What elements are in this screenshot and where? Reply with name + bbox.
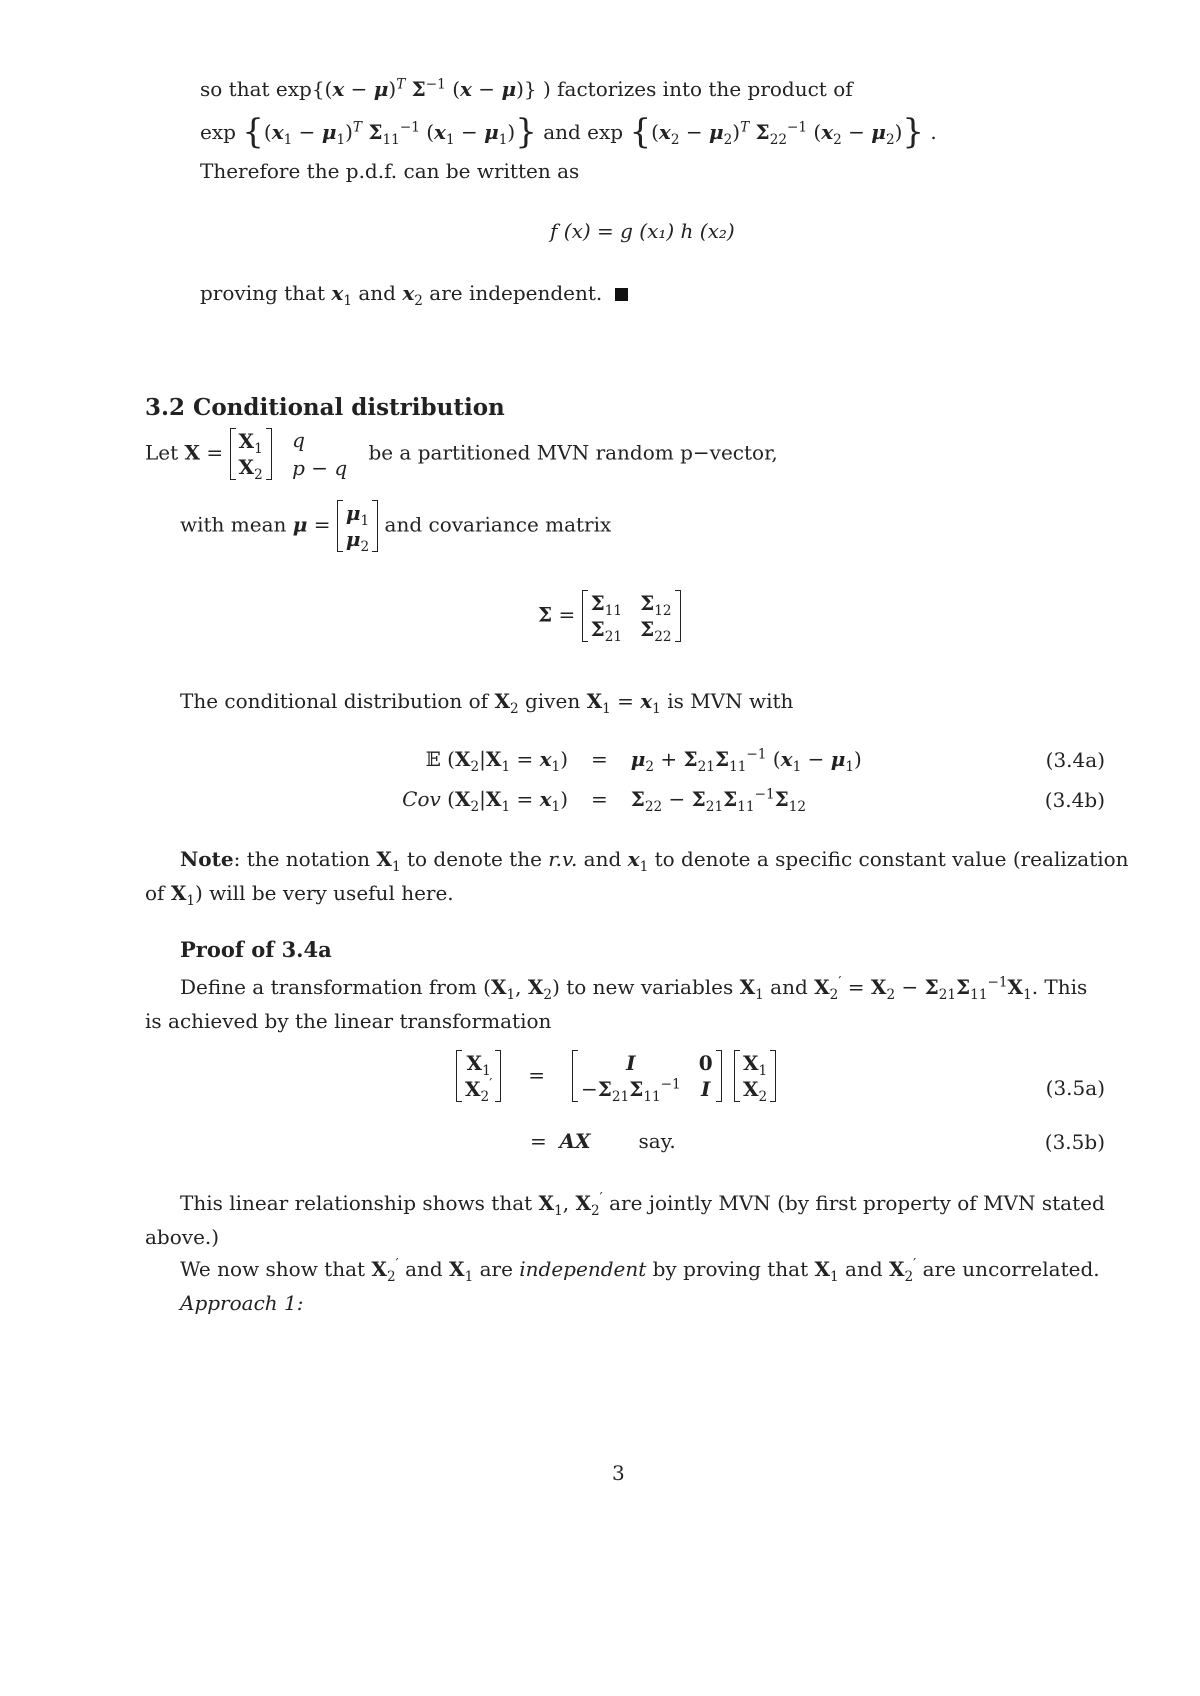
proof-text: independent bbox=[519, 1257, 647, 1281]
intro-text: proving that bbox=[200, 281, 326, 305]
intro-text: and exp bbox=[543, 119, 624, 144]
dim-q: q bbox=[292, 428, 305, 452]
mean-vector-matrix: $\mu_1$ $\mu_2$ bbox=[337, 500, 378, 552]
intro-text: ) factorizes into the product of bbox=[542, 77, 853, 101]
proof-heading: Proof of 3.4a bbox=[180, 937, 332, 962]
note-text: and bbox=[583, 847, 622, 871]
proof-text: and bbox=[770, 975, 808, 999]
original-vector: $X_1$ $X_2$ bbox=[734, 1050, 776, 1102]
proof-line-3: This linear relationship shows that $X_1$, $X_2'$ are jointly MVN (by first property of MVN stated bbox=[180, 1190, 1105, 1219]
intro-text: so that exp{( bbox=[200, 77, 333, 101]
proof-line-2: is achieved by the linear transformation bbox=[145, 1009, 552, 1033]
equation-number-3-5b: (3.5b) bbox=[1044, 1130, 1105, 1154]
intro-line-2: $\exp \{(x_1 - \mu_1)^T$ $\Sigma_{11}^{-1}$ $(x_1 - \mu_1)$} and $\exp \{(x_2 - \mu_2)^T$ $\Sigma_{22}^{-1}$ $(x_2 - \mu_2)$} . bbox=[200, 112, 937, 152]
intro-text: and bbox=[358, 281, 396, 305]
approach-label: Approach 1: bbox=[180, 1291, 304, 1315]
proof-text: are uncorrelated. bbox=[922, 1257, 1100, 1281]
mean-definition: with mean μ = $\mu_1$ $\mu_2$ and covariance matrix bbox=[180, 501, 612, 555]
proof-text: are jointly MVN (by first property of MVN stated bbox=[609, 1191, 1105, 1215]
note-label: Note bbox=[180, 847, 234, 871]
equation-3-5a: $X_1$ $X_2'$ = I 0 $-\Sigma_{21}\Sigma_{11}^{-1}$ I $X_1$ $X_2$ bbox=[456, 1050, 776, 1102]
intro-text: are independent. bbox=[429, 281, 603, 305]
equation-3-5b: = AX say. bbox=[530, 1129, 676, 1153]
equation-number-3-4b: (3.4b) bbox=[1044, 788, 1105, 812]
cond-text: The conditional distribution of bbox=[180, 689, 489, 713]
qed-square-icon bbox=[615, 288, 628, 301]
note-text: : the notation bbox=[233, 847, 371, 871]
proof-text: are bbox=[479, 1257, 513, 1281]
proof-text: . This bbox=[1031, 975, 1088, 999]
proof-text: and bbox=[845, 1257, 883, 1281]
partition-vector-matrix: $X_1$ $X_2$ bbox=[230, 428, 272, 480]
note-text: ) will be very useful here. bbox=[195, 881, 454, 905]
intro-line-4: proving that $x_1$ and $x_2$ are independent. bbox=[200, 282, 628, 304]
note-text: of bbox=[145, 881, 165, 905]
partition-definition: Let X = $X_1$ $X_2$ q p − q be a partitioned MVN random p−vector, bbox=[145, 428, 778, 483]
proof-text: We now show that bbox=[180, 1257, 366, 1281]
proof-text: and bbox=[405, 1257, 443, 1281]
proof-text: This linear relationship shows that bbox=[180, 1191, 533, 1215]
conditional-intro: The conditional distribution of $X_2$ given $X_1 = x_1$ is MVN with bbox=[180, 689, 794, 717]
note-text: to denote a specific constant value (realization bbox=[654, 847, 1129, 871]
equation-3-4a: 𝔼 $(X_2|X_1 = x_1) = \mu_2 + \Sigma_{21}\Sigma_{11}^{-1}$ $(x_1 - \mu_1)$ bbox=[425, 746, 862, 775]
proof-line-5: We now show that $X_2'$ and $X_1$ are independent by proving that $X_1$ and $X_2'$ are uncorrelated. bbox=[180, 1256, 1100, 1285]
note-text: r.v. bbox=[548, 847, 578, 871]
cov-text: and covariance matrix bbox=[384, 512, 612, 537]
equation-number-3-5a: (3.5a) bbox=[1045, 1076, 1105, 1100]
let-word: Let bbox=[145, 440, 179, 465]
intro-line-3: Therefore the p.d.f. can be written as bbox=[200, 159, 580, 183]
section-heading: 3.2 Conditional distribution bbox=[145, 394, 505, 421]
proof-text: by proving that bbox=[652, 1257, 809, 1281]
equation-number-3-4a: (3.4a) bbox=[1045, 748, 1105, 772]
say-text: say. bbox=[638, 1129, 676, 1153]
cond-text: given bbox=[524, 689, 581, 713]
mean-text: with mean bbox=[180, 512, 287, 537]
covariance-matrix-equation: Σ = $\Sigma_{11}$ $\Sigma_{12}$ $\Sigma_{21}$ $\Sigma_{22}$ bbox=[538, 590, 681, 642]
transformation-matrix: I 0 $-\Sigma_{21}\Sigma_{11}^{-1}$ I bbox=[572, 1050, 722, 1102]
cond-text: is MVN with bbox=[667, 689, 794, 713]
dim-p-minus-q: p − q bbox=[292, 456, 348, 480]
equation-3-4b: Cov $(X_2|X_1 = x_1) = \Sigma_{22} - \Sigma_{21}\Sigma_{11}^{-1}\Sigma_{12}$ bbox=[402, 786, 807, 815]
proof-text: ) to new variables bbox=[552, 975, 734, 999]
proof-text: Define a transformation from ( bbox=[180, 975, 491, 999]
note-line-1: Note: the notation $X_1$ to denote the r.v. and $x_1$ to denote a specific constant value (realization bbox=[180, 847, 1129, 875]
note-line-2: of $X_1$) will be very useful here. bbox=[145, 881, 454, 909]
pdf-equation: f (x) = g (x₁) h (x₂) bbox=[550, 219, 735, 243]
partition-tail-text: be a partitioned MVN random p−vector, bbox=[368, 440, 778, 465]
page-number: 3 bbox=[612, 1461, 625, 1485]
intro-line-1: so that $\exp\{(x - \mu)^T$ $\Sigma^{-1}$ (x − μ)} ) factorizes into the product of bbox=[200, 76, 853, 101]
proof-line-1: Define a transformation from ($X_1$, $X_2$) to new variables $X_1$ and $X_2' = X_2 - \Sigma_{21}\Sigma_{11}^{-1}X_1$. This bbox=[180, 974, 1088, 1003]
note-text: to denote the bbox=[406, 847, 542, 871]
proof-line-4: above.) bbox=[145, 1225, 220, 1249]
transformed-vector: $X_1$ $X_2'$ bbox=[456, 1050, 501, 1102]
covariance-matrix: $\Sigma_{11}$ $\Sigma_{12}$ $\Sigma_{21}$ $\Sigma_{22}$ bbox=[582, 590, 681, 642]
